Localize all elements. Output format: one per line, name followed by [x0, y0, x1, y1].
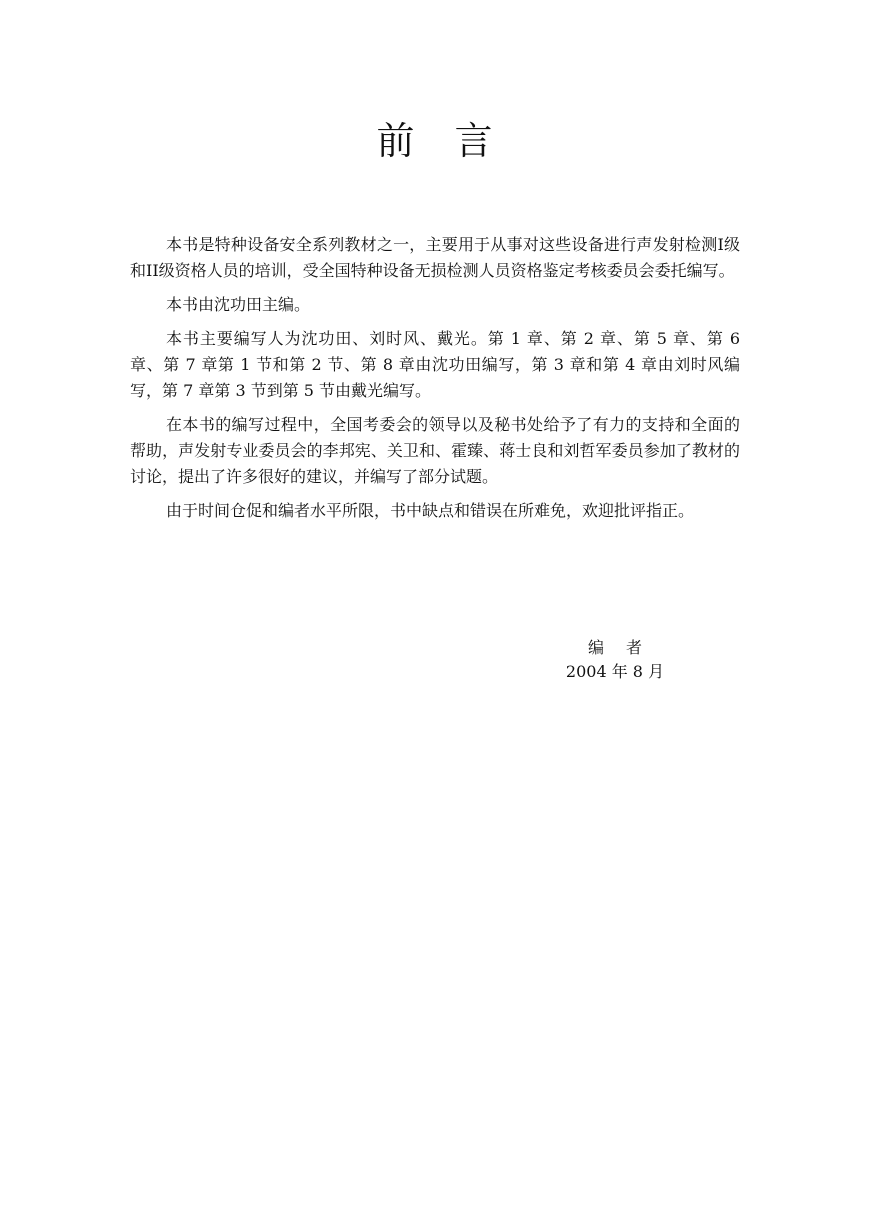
preface-paragraph: 本书是特种设备安全系列教材之一，主要用于从事对这些设备进行声发射检测I级和II级资格人员的培训，受全国特种设备无损检测人员资格鉴定考核委员会委托编写。 — [130, 235, 740, 280]
preface-paragraph: 在本书的编写过程中，全国考委会的领导以及秘书处给予了有力的支持和全面的帮助，声发射专业委员会的李邦宪、关卫和、霍臻、蒋士良和刘哲军委员参加了教材的讨论，提出了许多很好的建议，并编写了部分试题。 — [130, 415, 740, 486]
preface-paragraph: 本书主要编写人为沈功田、刘时风、戴光。第 1 章、第 2 章、第 5 章、第 6 章、第 7 章第 1 节和第 2 节、第 8 章由沈功田编写，第 3 章和第 4 章由刘时风编写，第 7 章第 3 节到第 5 节由戴光编写。 — [130, 329, 740, 400]
signature-block — [540, 636, 690, 684]
page-title: 前言 — [376, 119, 533, 163]
preface-paragraph: 本书由沈功田主编。 — [166, 295, 311, 314]
signature-author: 编者 — [587, 638, 664, 657]
preface-paragraph: 由于时间仓促和编者水平所限，书中缺点和错误在所难免，欢迎批评指正。 — [166, 501, 695, 520]
preface-body — [130, 232, 740, 532]
signature-date: 2004 年 8 月 — [565, 662, 665, 681]
